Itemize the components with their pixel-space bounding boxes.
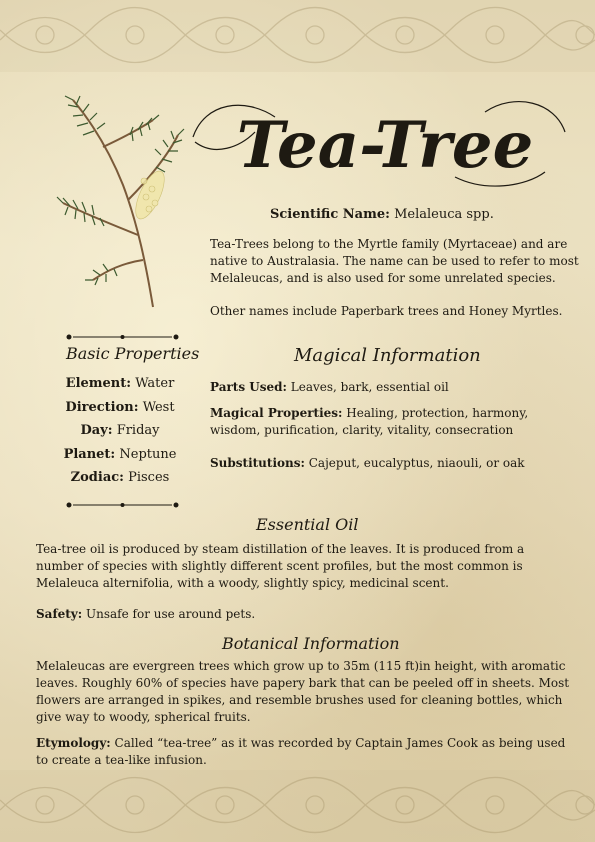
scientific-name-value: Melaleuca spp. xyxy=(394,207,494,222)
property-value: Pisces xyxy=(128,470,170,485)
magical-item xyxy=(210,455,582,472)
page-title-text: Tea-Tree xyxy=(236,108,534,183)
property-value: Water xyxy=(135,376,175,391)
ornament-divider xyxy=(65,501,180,509)
etymology-note xyxy=(36,735,570,769)
basic-properties-title: Basic Properties xyxy=(66,344,200,363)
magical-item-label: Parts Used: xyxy=(210,380,287,394)
scientific-name xyxy=(270,207,494,222)
botanical-section xyxy=(36,658,570,778)
page-title xyxy=(185,82,575,197)
ornament-divider xyxy=(65,333,180,341)
property-label: Planet: xyxy=(63,446,116,462)
safety-value: Unsafe for use around pets. xyxy=(86,607,256,621)
safety-label: Safety: xyxy=(36,607,83,621)
magical-item-value: Healing, protection, harmony, wisdom, purification, clarity, vitality, consecration xyxy=(210,406,529,437)
magical-item-label: Magical Properties: xyxy=(210,406,343,420)
property-label: Direction: xyxy=(65,399,139,415)
property-label: Day: xyxy=(80,423,113,438)
magical-information-title: Magical Information xyxy=(294,345,481,366)
property-label: Element: xyxy=(65,376,132,391)
property-label: Zodiac: xyxy=(70,470,124,485)
property-row xyxy=(30,372,210,396)
magical-item-label: Substitutions: xyxy=(210,456,305,470)
property-value: West xyxy=(142,399,175,415)
magical-item-value: Leaves, bark, essential oil xyxy=(290,380,449,394)
top-ornament-border xyxy=(0,0,595,72)
etymology-label: Etymology: xyxy=(36,736,111,750)
property-row xyxy=(30,443,210,467)
tea-tree-plant-illustration xyxy=(28,85,198,310)
essential-oil-text: Tea-tree oil is produced by steam distillation of the leaves. It is produced from a number of species with slightly different scent profiles, but the most common is Melaleuca alternifolia, with a woody, slightly spicy, medicinal scent. xyxy=(36,542,525,590)
magical-information xyxy=(210,379,582,481)
magical-item xyxy=(210,379,582,396)
property-row xyxy=(30,466,210,490)
property-row xyxy=(30,419,210,443)
magical-item xyxy=(210,405,582,439)
essential-oil-title: Essential Oil xyxy=(256,515,359,534)
safety-note xyxy=(36,606,570,623)
bottom-ornament-border xyxy=(0,770,595,842)
intro-paragraph: Tea-Trees belong to the Myrtle family (Myrtaceae) and are native to Australasia. The name can be used to refer to most Melaleucas, and is also used for some unrelated species. xyxy=(210,237,579,285)
essential-oil-section xyxy=(36,541,570,632)
botanical-information-title: Botanical Information xyxy=(222,634,400,653)
intro-paragraph: Other names include Paperbark trees and Honey Myrtles. xyxy=(210,304,563,318)
botanical-text: Melaleucas are evergreen trees which grow up to 35m (115 ft)in height, with aromatic leaves. Roughly 60% of species have papery bark that can be peeled off in sheets. Most flowers are arranged in spikes, and resemble brushes used for cleaning bottles, which give way to woody, spherical fruits. xyxy=(36,659,570,724)
property-value: Neptune xyxy=(119,446,177,462)
property-row xyxy=(30,396,210,420)
intro-text xyxy=(210,236,580,336)
magical-item-value: Cajeput, eucalyptus, niaouli, or oak xyxy=(308,456,525,470)
etymology-value: Called “tea-tree” as it was recorded by Captain James Cook as being used to create a tea-like infusion. xyxy=(36,736,566,767)
property-value: Friday xyxy=(116,423,160,438)
scientific-name-label: Scientific Name: xyxy=(270,207,390,222)
basic-properties-list xyxy=(30,372,210,490)
